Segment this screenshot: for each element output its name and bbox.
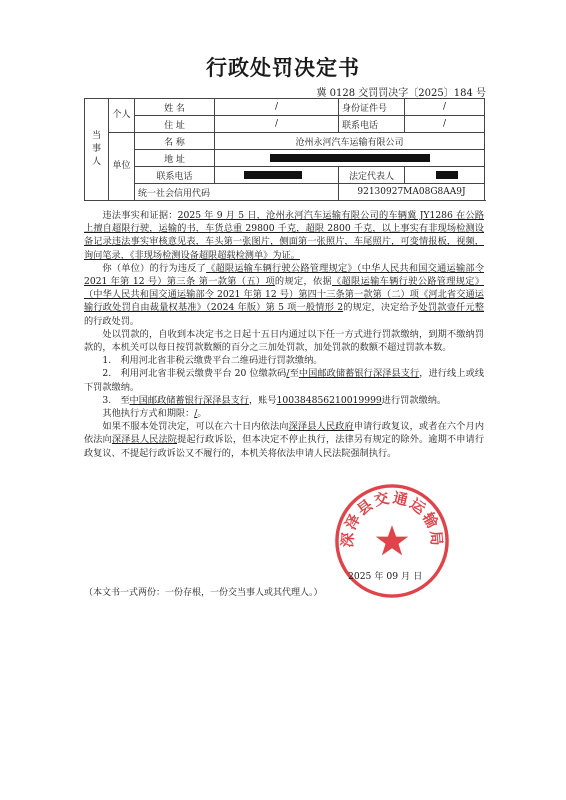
payment-method-3 — [84, 394, 484, 407]
violation-text: 的规定，决定给予 — [343, 302, 419, 314]
payment-text: 至 — [289, 368, 299, 380]
facts-text: 2025 年 9 月 5 日，沧州永河汽车运输有限公司的车辆冀 JY1286 在公路上擅自超限行驶，运输的书，车货总重 29800 千克，超限 2800 千克，以上事实有非现场检测设备记录违法事实审核意见表，车头第一张图片，侧面第一张照片，车尾照片，可变情报板，视频，询问笔录，《非现场检测设备超限超载检测单》为证。 — [84, 210, 484, 261]
credit-code-value: 92130927MA08G8AA9J — [339, 184, 485, 201]
org-name-value: 沧州永河汽车运输有限公司 — [215, 133, 485, 150]
appeal-text: 提起行政诉讼，但本决定不停止执行，法律另有规定的除外。逾期不申请行政复议、不提起行政诉讼又不履行的，本机关将依法申请人民法院强制执行。 — [84, 434, 485, 459]
payment-code: / — [286, 368, 290, 380]
payment-method-1: 1. 利用河北省非税云缴费平台二维码进行罚款缴纳。 — [102, 355, 323, 367]
legal-rep-label: 法定代表人 — [339, 167, 405, 184]
court-name: 深泽县人民法院 — [111, 434, 178, 446]
penalty-amount: 处罚款壹仟元整 — [418, 302, 485, 314]
facts-paragraph — [84, 209, 484, 262]
name-value: / — [215, 99, 339, 116]
org-phone-value — [215, 167, 339, 184]
legal-basis: 《超限运输车辆行驶公路管理规定》（中华人民共和国交通运输部令 2021 年第 12 号）第四十三条第一款第（二）项《河北省交通运输行政处罚自由裁量权基准》（2024 年版）第 5 项一般情形 2 — [84, 276, 485, 314]
phone-value: / — [405, 116, 485, 133]
violation-text: 的行政处罚。 — [84, 315, 140, 327]
payment-text: 3. 至 — [102, 394, 130, 406]
violated-regulation: 《超限运输车辆行驶公路管理规定》（中华人民共和国交通运输部令 2021 年第 12 号）第三条 第一款第（五）项 — [84, 262, 485, 288]
payment-text: ，进行线上或线下罚款缴纳。 — [84, 368, 485, 393]
address-label: 住 址 — [135, 116, 215, 133]
review-authority: 深泽县人民政府 — [288, 421, 354, 433]
org-address-label: 地 址 — [135, 150, 215, 167]
payment-text: 2. 利用河北省非税云缴费平台 20 位缴款码 — [102, 368, 287, 380]
official-seal-icon — [333, 482, 451, 600]
redaction-bar — [436, 171, 458, 179]
legal-rep-value — [405, 167, 485, 184]
appeal-text: 如果不服本处罚决定，可以在六十日内依法向 — [102, 421, 289, 433]
payment-method-2 — [84, 367, 484, 393]
other-methods — [84, 407, 484, 420]
credit-code-label: 统一社会信用代码 — [135, 184, 339, 201]
org-label: 单位 — [109, 133, 135, 201]
party-info-table — [84, 98, 485, 201]
redaction-bar — [244, 171, 302, 179]
individual-label: 个人 — [109, 99, 135, 133]
document-title: 行政处罚决定书 — [206, 55, 360, 80]
document-body — [84, 209, 484, 460]
id-value: / — [405, 99, 485, 116]
violation-text: 的规定，依据 — [274, 276, 333, 288]
other-text: 。 — [197, 408, 207, 420]
payment-text: ，账号 — [248, 394, 277, 406]
facts-label: 违法事实和证据： — [102, 210, 178, 221]
account-number: 100384856210019999 — [276, 394, 382, 406]
appeal-paragraph — [84, 420, 484, 460]
violation-paragraph — [84, 262, 484, 328]
org-address-value — [215, 150, 485, 167]
payment-text: 进行罚款缴纳。 — [381, 394, 447, 406]
bank-name: 中国邮政储蓄银行深泽县支行 — [129, 394, 249, 406]
other-label: 其他执行方式和期限： — [102, 408, 195, 420]
appeal-text: 申请行政复议，或者在六个月内依法向 — [84, 421, 485, 446]
violation-text: 你（单位）的行为违反了 — [102, 262, 207, 274]
payment-intro: 处以罚款的，自收到本决定书之日起十五日内通过以下任一方式进行罚款缴纳，到期不缴纳罚款的，本机关可以每日按罚款数额的百分之三加处罚款，加处罚款的数额不超过罚款本数。 — [84, 328, 484, 354]
svg-text:深泽县交通运输局: 深泽县交通运输局 — [339, 489, 445, 549]
redaction-bar — [270, 154, 430, 162]
phone-label: 联系电话 — [339, 116, 405, 133]
other-value: / — [194, 408, 198, 420]
party-group-label: 当事人 — [85, 99, 109, 201]
org-name-label: 名 称 — [135, 133, 215, 150]
name-label: 姓 名 — [135, 99, 215, 116]
address-value: / — [215, 116, 339, 133]
issue-date: 2025 年 09 月 日 — [348, 571, 423, 582]
id-label: 身份证件号 — [339, 99, 405, 116]
document-number: 冀 0128 交罚罚决字〔2025〕184 号 — [316, 88, 486, 99]
org-phone-label: 联系电话 — [135, 167, 215, 184]
footer-note: （本文书一式两份：一份存根，一份交当事人或其代理人。） — [84, 588, 323, 598]
bank-name: 中国邮政储蓄银行深泽县支行 — [298, 368, 420, 380]
